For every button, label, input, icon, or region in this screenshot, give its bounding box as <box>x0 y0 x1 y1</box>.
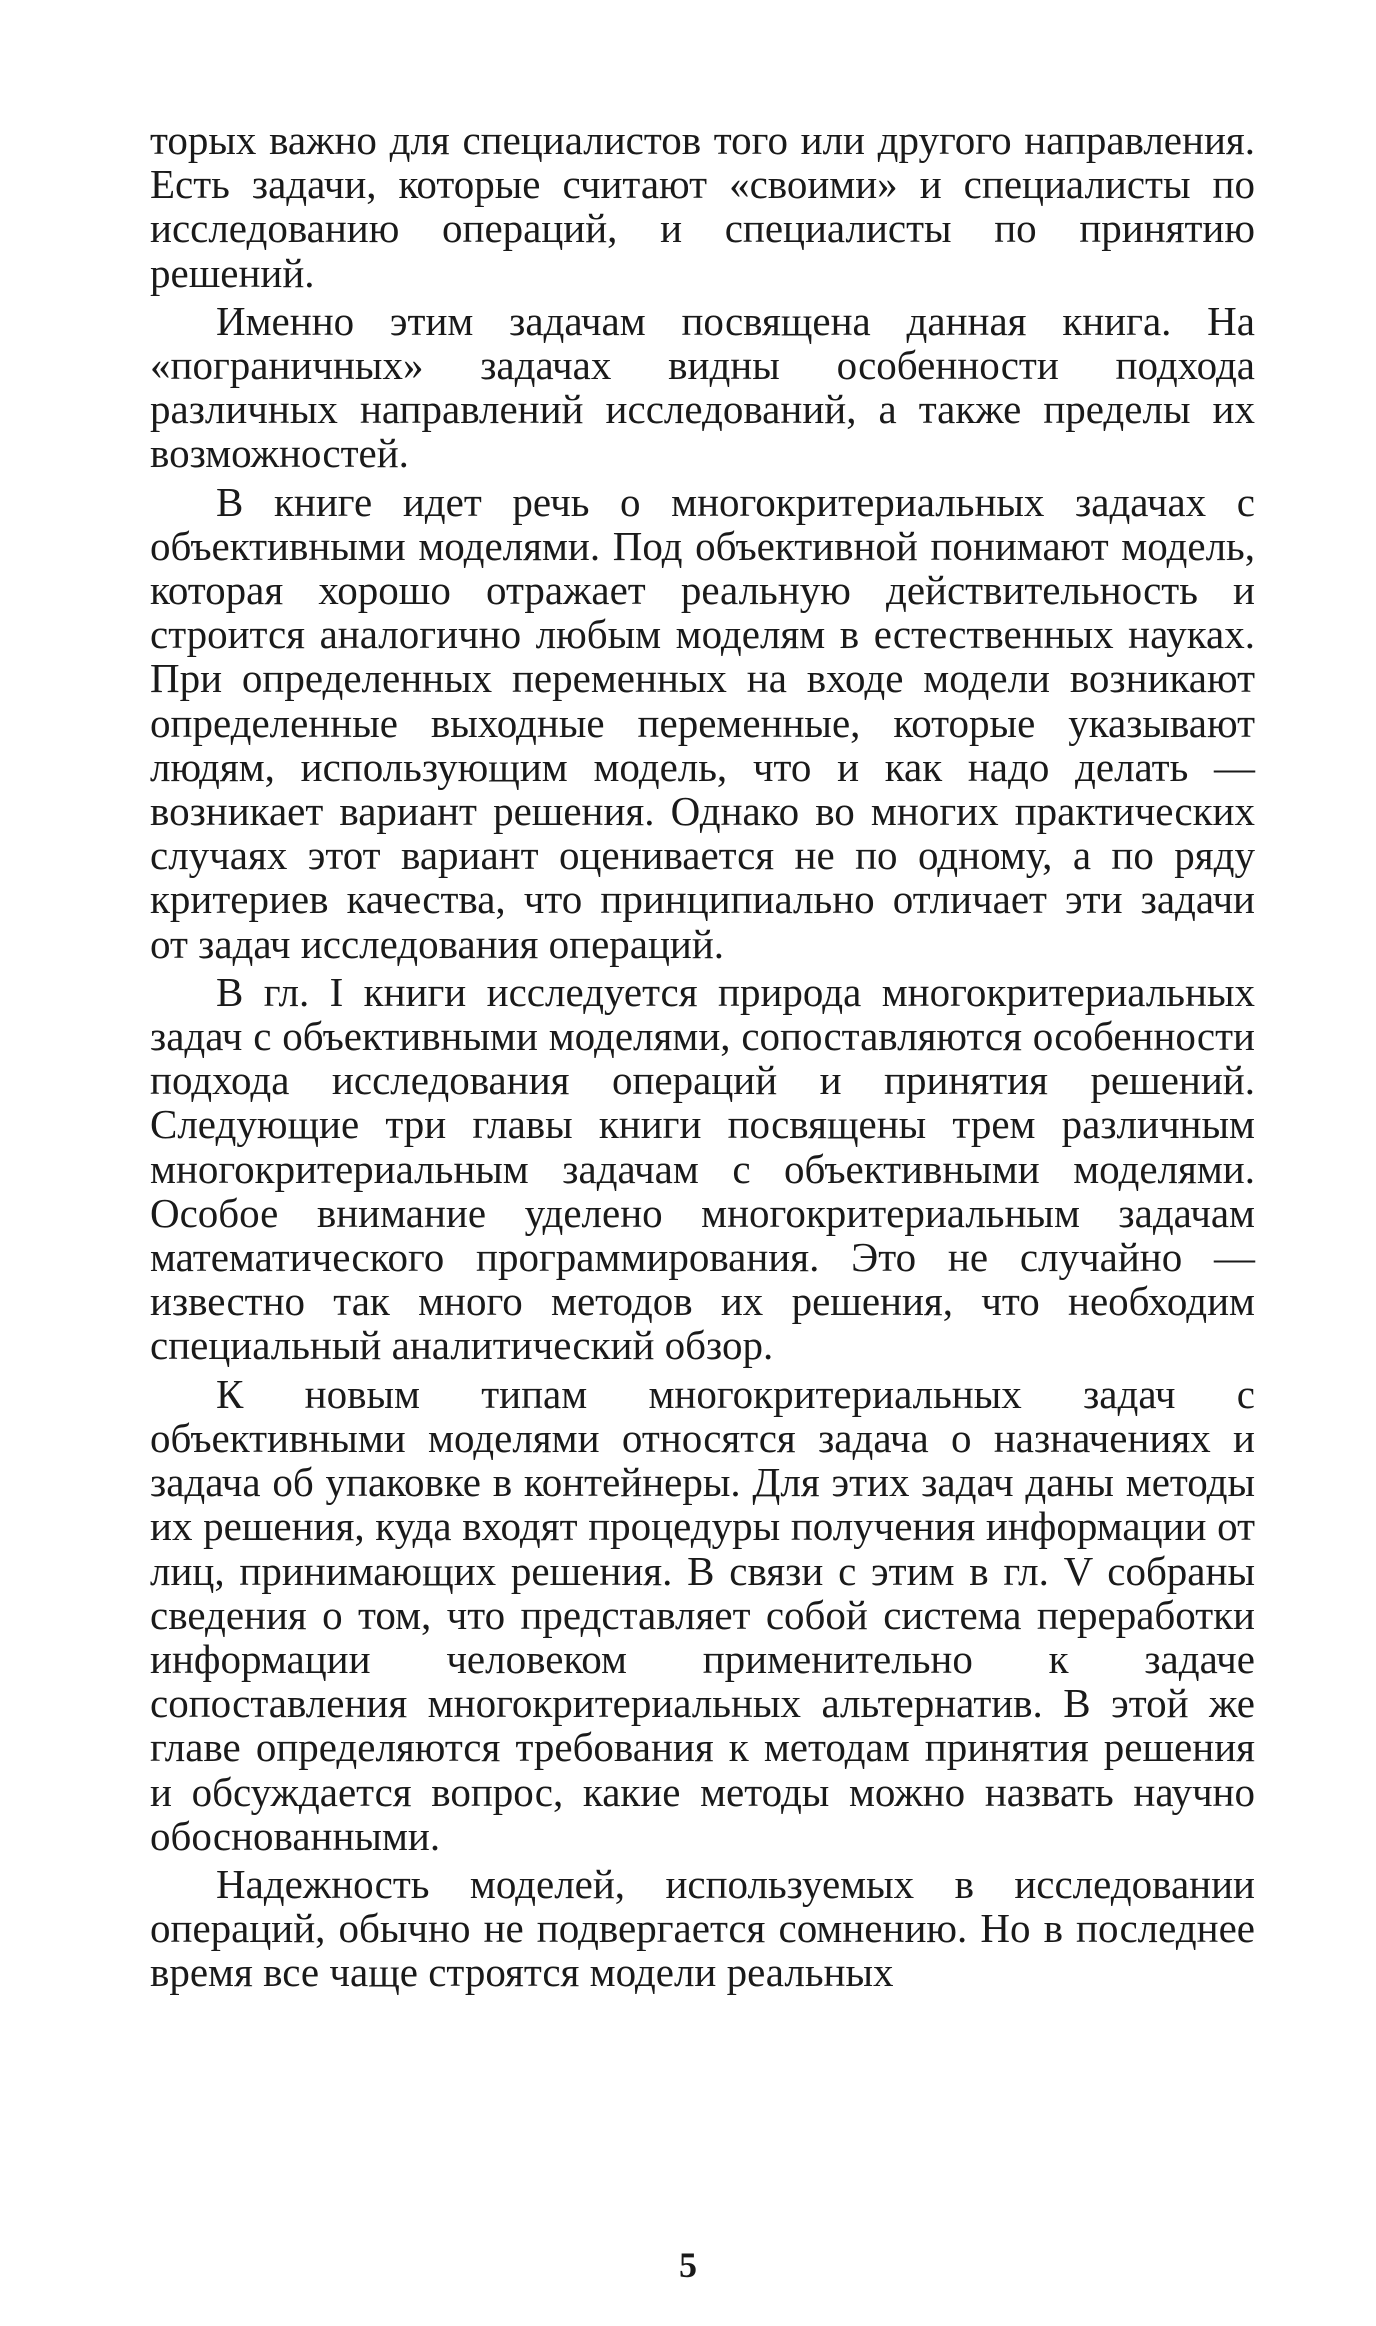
paragraph-6: Надежность моделей, используемых в исследовании операций, обычно не подвергается сомнению. Но в последнее время все чаще строятся модели реальных <box>150 1860 1255 1996</box>
paragraph-4: В гл. I книги исследуется природа многокритериальных задач с объективными моделями, сопоставляются особенности подхода исследования операций и принятия решений. Следующие три главы книги посвящены трем различным многокритериальным задачам с объективными моделями. Особое внимание уделено многокритериальным задачам математического программирования. Это не случайно — известно так много методов их решения, что необходим специальный аналитический обзор. <box>150 968 1255 1369</box>
paragraph-5: К новым типам многокритериальных задач с объективными моделями относятся задача о назначениях и задача об упаковке в контейнеры. Для этих задач даны методы их решения, куда входят процедуры получения информации от лиц, принимающих решения. В связи с этим в гл. V собраны сведения о том, что представляет собой система переработки информации человеком применительно к задаче сопоставления многокритериальных альтернатив. В этой же главе определяются требования к методам принятия решения и обсуждается вопрос, какие методы можно назвать научно обоснованными. <box>150 1370 1255 1859</box>
paragraph-3: В книге идет речь о многокритериальных задачах с объективными моделями. Под объективной понимают модель, которая хорошо отражает реальную действительность и строится аналогично любым моделям в естественных науках. При определенных переменных на входе модели возникают определенные выходные переменные, которые указывают людям, использующим модель, что и как надо делать — возникает вариант решения. Однако во многих практических случаях этот вариант оценивается не по одному, а по ряду критериев качества, что принципиально отличает эти задачи от задач исследования операций. <box>150 478 1255 967</box>
page-body <box>150 118 1255 1999</box>
page-number: 5 <box>679 2245 697 2285</box>
paragraph-2: Именно этим задачам посвящена данная книга. На «пограничных» задачах видны особенности подхода различных направлений исследований, а также пределы их возможностей. <box>150 297 1255 477</box>
paragraph-1: торых важно для специалистов того или другого направления. Есть задачи, которые считают «своими» и специалисты по исследованию операций, и специалисты по принятию решений. <box>150 117 1255 296</box>
